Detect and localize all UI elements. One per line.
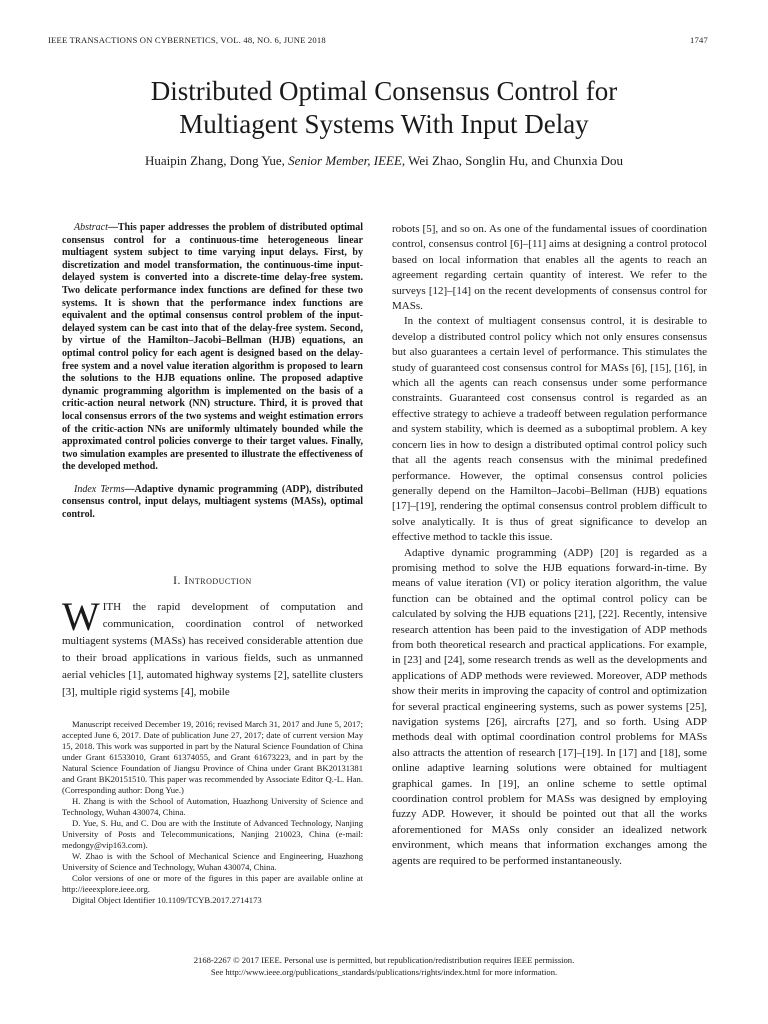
footnote: Digital Object Identifier 10.1109/TCYB.2017.2714173 <box>72 895 262 906</box>
index-terms-text: —Adaptive dynamic programming (ADP), distributed consensus control, input delays, multiagent systems (MASs), optimal control. <box>62 483 363 521</box>
title-line-2: Multiagent Systems With Input Delay <box>179 109 589 139</box>
abstract-lead: Abstract <box>74 222 108 233</box>
author-list <box>40 153 728 169</box>
intro-paragraph <box>62 594 363 701</box>
footnote: W. Zhao is with the School of Mechanical Science and Engineering, Huazhong University of Science and Technology, Wuhan 430074, China. <box>62 851 363 873</box>
author-role: Senior Member, IEEE <box>288 153 402 168</box>
copyright-line-1: 2168-2267 © 2017 IEEE. Personal use is permitted, but republication/redistribution requires IEEE permission. <box>193 955 575 965</box>
paper-title <box>40 75 728 141</box>
page-number: 1747 <box>690 35 708 45</box>
footnote: Color versions of one or more of the figures in this paper are available online at http://ieeexplore.ieee.org. <box>62 873 363 895</box>
body-paragraph: Adaptive dynamic programming (ADP) [20] is regarded as a promising method to solve the HJB equations forward-in-time. By means of value iteration (VI) or policy iteration algorithm, the value function can be obtained and the optimal control policy can be calculated by solving the HJB equations [21], [22]. Recently, intensive research attention has been paid to the investigation of ADP methods from both theoretical research and practical applications. For example, in [23] and [24], some research trends as well as the developments and applications of ADP methods were reviewed. Moreover, ADP methods show their merits in improving the capacity of control and optimization for several practical engineering systems, such as power systems [25], navigation systems [26], aircrafts [27], and so forth. Using ADP methods deal with optimal coordination control problems for MASs also attracts the attention of research [17]–[19]. In [17] and [18], some online adaptive learning solutions were obtained for multiagent graphical games. In [19], an online scheme to settle optimal coordination control problem for MASs was designed by employing fuzzy ADP. However, it should be pointed out that all the works aforementioned for MASs only consider an idealized network environment, which means that information exchanges among the agents are required to be performed instantaneously. <box>392 546 707 867</box>
drop-cap: W <box>62 594 100 640</box>
footnote: D. Yue, S. Hu, and C. Dou are with the Institute of Advanced Technology, Nanjing University of Posts and Telecommunications, Nanjing 210023, China (e-mail: medongy@vip163.com). <box>62 818 363 851</box>
footnotes <box>62 719 363 906</box>
copyright-notice <box>40 955 728 978</box>
copyright-line-2: See http://www.ieee.org/publications_standards/publications/rights/index.html for more information. <box>210 966 558 977</box>
abstract <box>62 222 363 474</box>
index-terms <box>62 484 363 522</box>
running-head <box>48 35 708 45</box>
title-line-1: Distributed Optimal Consensus Control for <box>150 76 618 106</box>
index-terms-lead: Index Terms <box>74 483 125 495</box>
authors-part-2: , Wei Zhao, Songlin Hu, and Chunxia Dou <box>401 153 624 168</box>
footnote: Manuscript received December 19, 2016; revised March 31, 2017 and June 5, 2017; accepted June 6, 2017. Date of publication June 27, 2017; date of current version May 15, 2018. This work was supported in part by the Natural Science Foundation of China under Grant 61533010, Grant 61374055, and Grant 61673223, and in part by the Natural Science Foundation of Jiangsu Province of China under Grant BK20131381 and Grant BK20151510. This paper was recommended by Associate Editor Q.-L. Han. (Corresponding author: Dong Yue.) <box>62 719 363 796</box>
right-column <box>392 222 707 869</box>
journal-name: IEEE TRANSACTIONS ON CYBERNETICS, VOL. 48, NO. 6, JUNE 2018 <box>48 35 326 45</box>
body-paragraph: robots [5], and so on. As one of the fundamental issues of coordination control, consensus control [6]–[11] aims at designing a control protocol based on local information that enables all the agents to reach an agreement regarding certain quantity of interest. We refer to the surveys [12]–[14] on the recent developments of consensus control for MASs. <box>392 223 707 313</box>
section-heading: I. Introduction <box>173 574 252 587</box>
authors-part-1: Huaipin Zhang, Dong Yue, <box>144 153 289 168</box>
intro-text: ITH the rapid development of computation and communication, coordination control of networked multiagent systems (MASs) has received considerable attention due to their broad applications in various fields, such as unmanned aerial vehicles [1], automated highway systems [2], satellite clusters [3], multiple rigid systems [4], mobile <box>62 601 363 699</box>
body-paragraph: In the context of multiagent consensus control, it is desirable to develop a distributed control policy which not only ensures consensus but also guarantees a certain level of performance. This stimulates the study of guaranteed cost consensus control for MASs [6], [15], [16], in which all the agents can reach consensus under some performance constraints. Guaranteed cost consensus control is regarded as an effective strategy to achieve a tradeoff between regulation performance and system stability, which is deemed as a suboptimal problem. A key concern lies in how to design a distributed optimal control policy such that all the agents reach consensus with the minimal predefined performance. However, the optimal consensus control policies generally depend on the Hamilton–Jacobi–Bellman (HJB) equations [17]–[19], rendering the optimal consensus control problem difficult to solve analytically. It is thus of great significance to develop an effective method to tackle this issue. <box>392 315 707 544</box>
abstract-text: —This paper addresses the problem of distributed optimal consensus control for a continuous-time heterogeneous linear multiagent system subject to time varying input delays. First, by discretization and model transformation, the continuous-time input-delayed system is converted into a discrete-time delay-free system. Two delicate performance index functions are defined for these two systems. It is shown that the performance index functions are equivalent and the optimal consensus control problem of the input-delayed system can be cast into that of the delay-free system. Second, by virtue of the Hamilton–Jacobi–Bellman (HJB) equations, an optimal control policy for each agent is designed based on the delay-free system and a novel value iteration algorithm is proposed to learn the solutions to the HJB equations online. The proposed adaptive dynamic programming algorithm is implemented on the basis of a critic-action neural network (NN) structure. Third, it is proved that local consensus errors of the two systems and weight estimation errors of the critic-action NNs are uniformly ultimately bounded while the approximated control policies converge to their target values. Finally, two simulation examples are presented to illustrate the effectiveness of the developed method. <box>62 222 363 473</box>
footnote: H. Zhang is with the School of Automation, Huazhong University of Science and Technology, Wuhan 430074, China. <box>62 796 363 818</box>
left-column <box>62 222 363 906</box>
